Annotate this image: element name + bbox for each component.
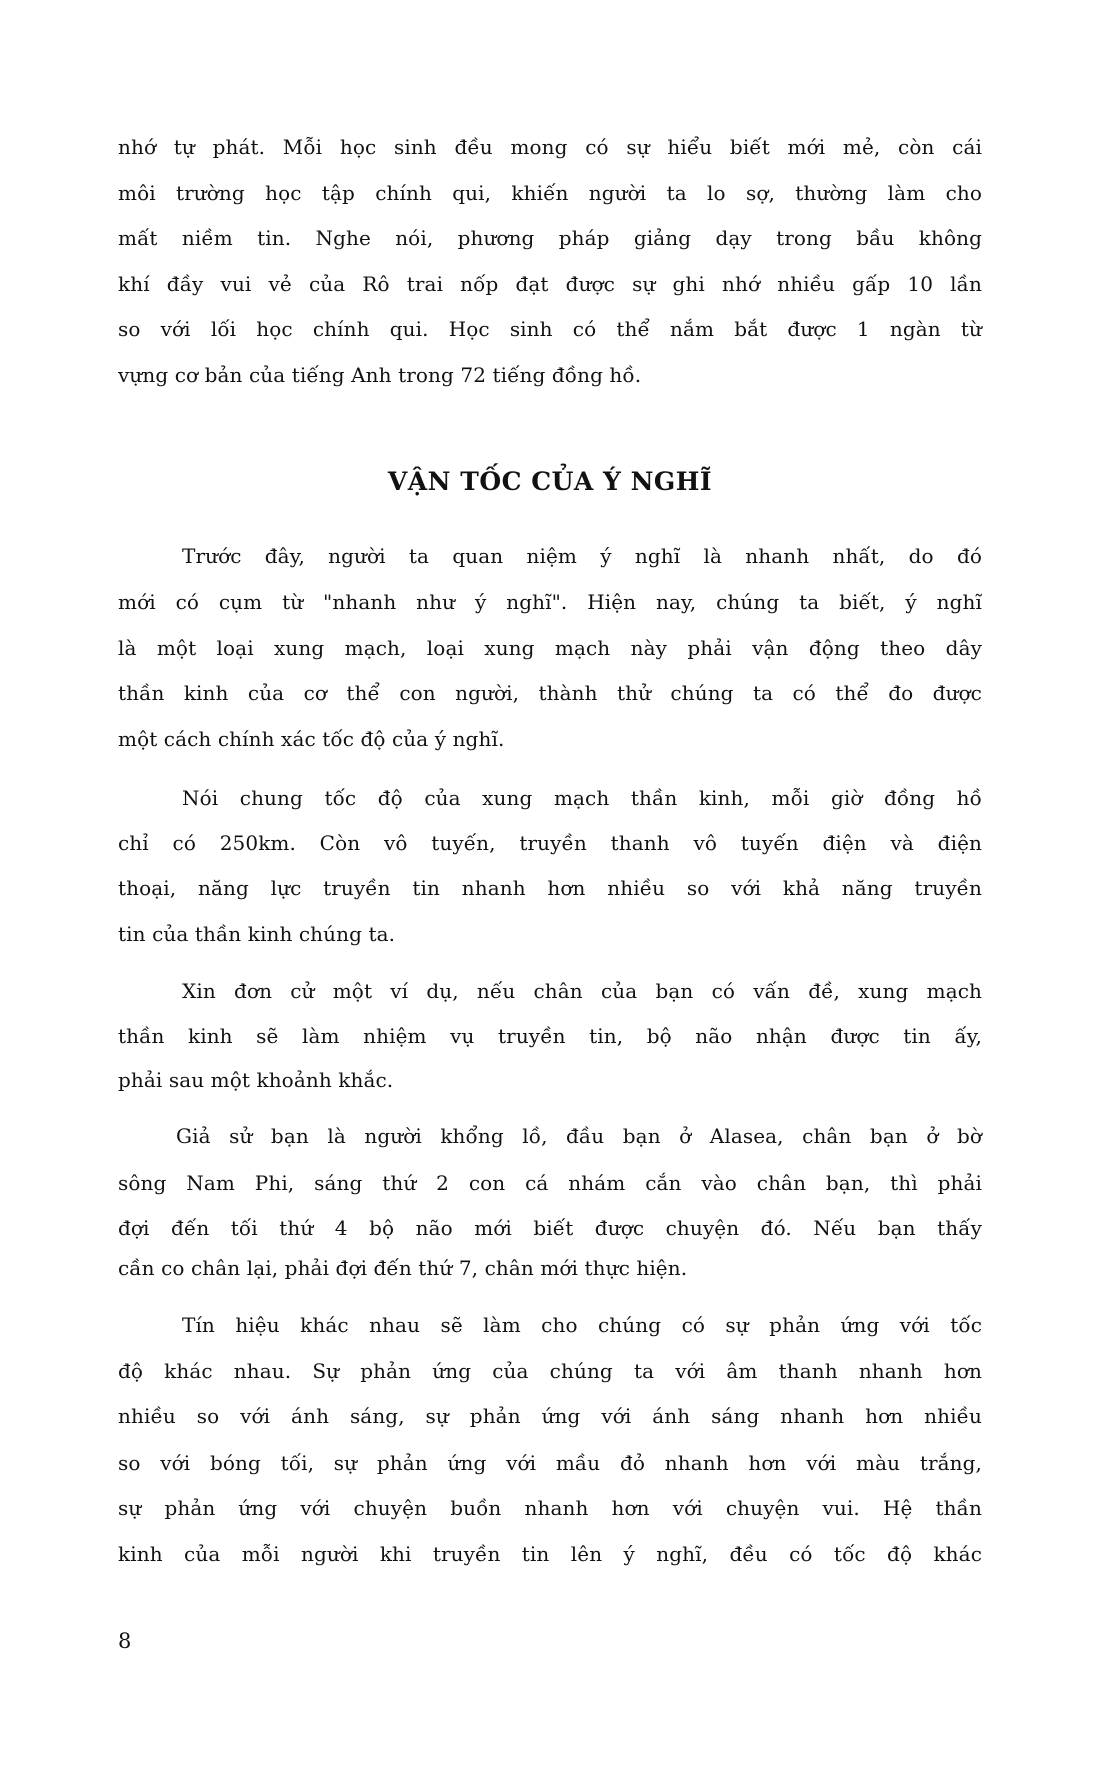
text-line: thoại, năng lực truyền tin nhanh hơn nhiều so với khả năng truyền [118,876,982,900]
text-line: nhớ tự phát. Mỗi học sinh đều mong có sự hiểu biết mới mẻ, còn cái [118,135,982,159]
text-line: độ khác nhau. Sự phản ứng của chúng ta với âm thanh nhanh hơn [118,1359,982,1383]
text-line: so với lối học chính qui. Học sinh có thể nắm bắt được 1 ngàn từ [118,317,982,341]
text-line: đợi đến tối thứ 4 bộ não mới biết được chuyện đó. Nếu bạn thấy [118,1216,982,1240]
page-number: 8 [118,1629,132,1653]
text-line: thần kinh của cơ thể con người, thành thử chúng ta có thể đo được [118,681,982,705]
text-line: Xin đơn cử một ví dụ, nếu chân của bạn có vấn đề, xung mạch [182,979,982,1003]
text-line: nhiều so với ánh sáng, sự phản ứng với ánh sáng nhanh hơn nhiều [118,1404,982,1428]
text-line: mất niềm tin. Nghe nói, phương pháp giảng dạy trong bầu không [118,226,982,250]
text-line: sự phản ứng với chuyện buồn nhanh hơn với chuyện vui. Hệ thần [118,1496,982,1520]
text-line: tin của thần kinh chúng ta. [118,922,396,946]
text-line: Tín hiệu khác nhau sẽ làm cho chúng có sự phản ứng với tốc [182,1313,982,1337]
text-line: Nói chung tốc độ của xung mạch thần kinh, mỗi giờ đồng hồ [182,786,982,810]
text-line: một cách chính xác tốc độ của ý nghĩ. [118,727,505,751]
text-line: vựng cơ bản của tiếng Anh trong 72 tiếng đồng hồ. [118,363,642,387]
text-line: khí đầy vui vẻ của Rô trai nốp đạt được sự ghi nhớ nhiều gấp 10 lần [118,272,982,296]
text-line: cần co chân lại, phải đợi đến thứ 7, chân mới thực hiện. [118,1256,688,1280]
text-line: so với bóng tối, sự phản ứng với mầu đỏ nhanh hơn với màu trắng, [118,1451,982,1475]
text-line: chỉ có 250km. Còn vô tuyến, truyền thanh vô tuyến điện và điện [118,831,982,855]
text-line: phải sau một khoảnh khắc. [118,1068,394,1092]
text-line: sông Nam Phi, sáng thứ 2 con cá nhám cắn vào chân bạn, thì phải [118,1171,982,1195]
text-line: thần kinh sẽ làm nhiệm vụ truyền tin, bộ não nhận được tin ấy, [118,1024,982,1048]
text-line: Trước đây, người ta quan niệm ý nghĩ là nhanh nhất, do đó [182,544,982,568]
section-heading: VẬN TỐC CỦA Ý NGHĨ [387,467,713,496]
text-line: kinh của mỗi người khi truyền tin lên ý nghĩ, đều có tốc độ khác [118,1542,982,1566]
text-line: mới có cụm từ "nhanh như ý nghĩ". Hiện nay, chúng ta biết, ý nghĩ [118,590,982,614]
text-line: Giả sử bạn là người khổng lồ, đầu bạn ở Alasea, chân bạn ở bờ [176,1124,982,1148]
text-line: là một loại xung mạch, loại xung mạch này phải vận động theo dây [118,636,982,660]
text-line: môi trường học tập chính qui, khiến người ta lo sợ, thường làm cho [118,181,982,205]
